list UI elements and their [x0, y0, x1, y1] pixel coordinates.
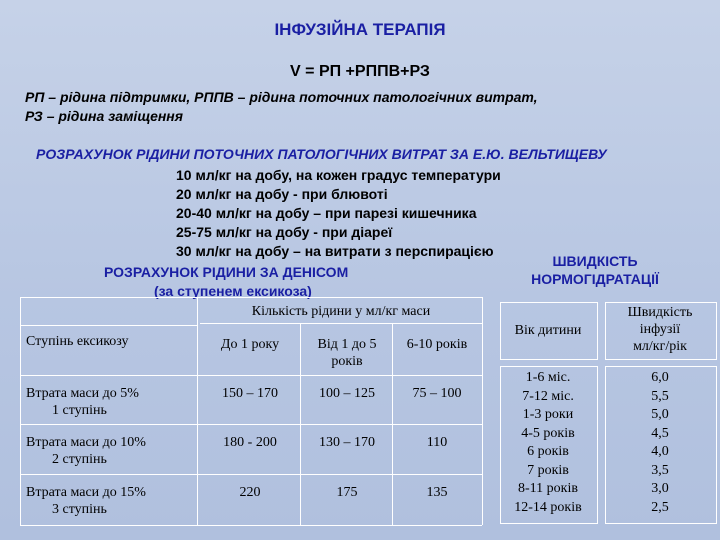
stage-degree: 2 ступінь — [52, 452, 107, 467]
list-item: 2,5 — [651, 499, 669, 515]
table-cell: 130 – 170 — [319, 435, 375, 450]
normohydration-speed-heading — [510, 252, 680, 288]
list-item: 4-5 років — [521, 425, 575, 441]
stage-label: Втрата маси до 15% — [26, 485, 146, 500]
table-cell: 135 — [426, 485, 448, 500]
column-header-speed — [605, 304, 715, 355]
stage-label: Втрата маси до 5% — [26, 386, 139, 401]
table-border — [20, 424, 482, 425]
table-border — [482, 297, 483, 525]
denis-title: РОЗРАХУНОК РІДИНИ ЗА ДЕНІСОМ — [104, 264, 349, 280]
table-border — [20, 525, 482, 526]
column-header-age: Від 1 до 5 років — [317, 337, 377, 369]
loss-item: 25-75 мл/кг на добу - при діареї — [176, 224, 393, 240]
table-cell: 180 - 200 — [223, 435, 277, 450]
list-item: 6,0 — [651, 370, 669, 385]
table-cell: 175 — [336, 485, 358, 500]
table-cell: 150 – 170 — [222, 386, 278, 401]
legend-line: РП – рідина підтримки, РППВ – рідина поточних патологічних витрат, — [25, 89, 538, 105]
table-cell: 220 — [239, 485, 261, 500]
column-header-age: Вік дитини — [514, 323, 582, 338]
list-item: 7 років — [527, 462, 569, 478]
column-header-age: До 1 року — [220, 337, 280, 352]
list-item: 4,0 — [651, 444, 669, 459]
table-border — [20, 297, 482, 298]
list-item: 5,5 — [651, 388, 669, 404]
table-border — [20, 325, 197, 326]
speed-header-line: Швидкість — [627, 305, 693, 320]
loss-item: 10 мл/кг на добу, на кожен градус температури — [176, 167, 501, 183]
table-cell: 100 – 125 — [319, 386, 375, 401]
stage-degree: 1 ступінь — [52, 403, 107, 418]
veltishchev-heading: РОЗРАХУНОК РІДИНИ ПОТОЧНИХ ПАТОЛОГІЧНИХ ВИТРАТ ЗА Е.Ю. ВЕЛЬТИЩЕВУ — [36, 146, 607, 162]
column-header-stage: Ступінь ексикозу — [26, 334, 129, 349]
speed-list — [605, 369, 715, 517]
table-cell: 110 — [426, 435, 448, 450]
table-row-stage — [26, 484, 194, 518]
group-header: Кількість рідини у мл/кг маси — [251, 304, 431, 319]
table-border — [20, 375, 482, 376]
stage-label: Втрата маси до 10% — [26, 435, 146, 450]
infusion-formula: V = РП +РППВ+РЗ — [290, 63, 430, 80]
formula-legend — [25, 88, 538, 126]
list-item: 3,0 — [651, 481, 669, 496]
denis-heading — [104, 263, 348, 301]
table-row-stage — [26, 385, 194, 419]
age-list — [500, 369, 596, 517]
list-item: 6 років — [527, 444, 569, 459]
table-border — [392, 323, 393, 525]
table-row-stage — [26, 434, 194, 468]
list-item: 1-6 міс. — [525, 370, 571, 385]
table-border — [200, 323, 482, 324]
list-item: 5,0 — [651, 407, 669, 422]
denis-subtitle: (за ступенем ексикоза) — [154, 283, 312, 299]
table-border — [197, 297, 198, 525]
list-item: 1-3 роки — [522, 407, 574, 422]
slide-title: ІНФУЗІЙНА ТЕРАПІЯ — [274, 20, 446, 39]
list-item: 4,5 — [651, 425, 669, 441]
speed-title-line: ШВИДКІСТЬ — [552, 253, 638, 269]
legend-line: РЗ – рідина заміщення — [25, 108, 184, 124]
list-item: 7-12 міс. — [522, 388, 574, 404]
list-item: 3,5 — [651, 462, 669, 478]
list-item: 12-14 років — [514, 499, 582, 515]
list-item: 8-11 років — [518, 481, 578, 496]
table-cell: 75 – 100 — [412, 386, 462, 401]
speed-header-line: інфузії — [639, 322, 681, 337]
pathological-losses-list — [176, 166, 501, 261]
loss-item: 20-40 мл/кг на добу – при парезі кишечника — [176, 205, 477, 221]
table-border — [300, 323, 301, 525]
stage-degree: 3 ступінь — [52, 502, 107, 517]
speed-title-line: НОРМОГІДРАТАЦІЇ — [531, 271, 659, 287]
loss-item: 30 мл/кг на добу – на витрати з перспирацією — [176, 243, 494, 259]
column-header-age: 6-10 років — [406, 337, 468, 352]
loss-item: 20 мл/кг на добу - при блювоті — [176, 186, 388, 202]
table-border — [20, 297, 21, 525]
table-border — [20, 474, 482, 475]
speed-header-line: мл/кг/рік — [633, 339, 687, 354]
